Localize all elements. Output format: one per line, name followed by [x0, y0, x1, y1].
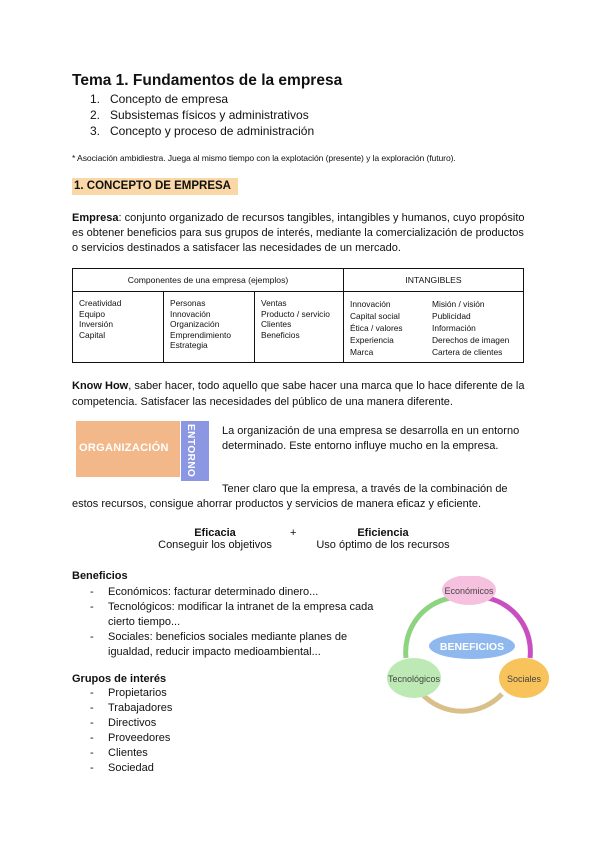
- economicos-label: Económicos: [444, 586, 494, 596]
- table-cell: Creatividad Equipo Inversión Capital: [73, 292, 164, 363]
- section-heading: 1. CONCEPTO DE EMPRESA: [72, 178, 238, 195]
- list-item: - Clientes: [90, 746, 290, 761]
- page-title: Tema 1. Fundamentos de la empresa: [72, 72, 343, 89]
- table-cell: Ventas Producto / servicio Clientes Beneficios: [255, 292, 344, 363]
- empresa-definition: Empresa: conjunto organizado de recursos tangibles, intangibles y humanos, cuyo propósito es obtener beneficios para sus grupos de interés, mediante la comercialización de productos o servicios destinados a satisfacer las necesidades de un mercado.: [72, 212, 525, 254]
- eficiencia-block: Eficiencia Uso óptimo de los recursos: [316, 527, 450, 551]
- tecnologicos-label: Tecnológicos: [387, 674, 441, 684]
- knowhow-paragraph: Know How, saber hacer, todo aquello que sabe hacer una marca que lo hace diferente de la competencia. Satisfacer las necesidades del público de una manera diferente.: [72, 380, 525, 408]
- list-item: - Directivos: [90, 716, 290, 731]
- organizacion-box: ORGANIZACIÓN: [76, 421, 180, 477]
- beneficios-cycle-diagram: [384, 576, 554, 716]
- table-of-contents: [90, 91, 314, 139]
- list-item: - Trabajadores: [90, 701, 290, 716]
- footnote: * Asociación ambidiestra. Juega al mismo tiempo con la explotación (presente) y la exploración (futuro).: [72, 153, 456, 163]
- toc-item: 1. Concepto de empresa: [90, 92, 229, 106]
- table-header-intangibles: INTANGIBLES: [344, 269, 524, 292]
- table-header-components: Componentes de una empresa (ejemplos): [73, 269, 344, 292]
- toc-item: 2. Subsistemas físicos y administrativos: [90, 108, 309, 122]
- beneficios-center-label: BENEFICIOS: [439, 641, 505, 653]
- combinacion-paragraph: Tener claro que la empresa, a través de la combinación de estos recursos, consigue ahorrar productos y servicios de manera eficaz y eficiente.: [72, 483, 508, 510]
- components-table: [72, 268, 524, 363]
- table-cell-intangibles: Innovación Capital social Ética / valores Experiencia Marca Misión / visión Publicidad Información Derechos de imagen Cartera de clientes: [344, 292, 524, 363]
- list-item: - Propietarios: [90, 686, 290, 701]
- list-item: - Proveedores: [90, 731, 290, 746]
- sociales-label: Sociales: [506, 674, 542, 684]
- grupos-heading: Grupos de interés: [72, 673, 167, 685]
- entorno-paragraph: La organización de una empresa se desarrolla en un entorno determinado. Este entorno influye mucho en la empresa.: [222, 425, 520, 452]
- plus-sign: +: [290, 527, 297, 539]
- entorno-box: ENTORNO: [181, 421, 209, 481]
- list-item: - Económicos: facturar determinado dinero...: [90, 585, 390, 600]
- eficacia-block: Eficacia Conseguir los objetivos: [158, 527, 272, 551]
- table-cell: Personas Innovación Organización Emprendimiento Estrategia: [164, 292, 255, 363]
- cycle-arc-bottom: [422, 694, 502, 711]
- list-item: - Sociales: beneficios sociales mediante planes de igualdad, reducir impacto medioambiental...: [90, 630, 390, 660]
- list-item: - Tecnológicos: modificar la intranet de la empresa cada cierto tiempo...: [90, 600, 390, 630]
- grupos-list: [90, 686, 290, 776]
- toc-item: 3. Concepto y proceso de administración: [90, 124, 315, 138]
- list-item: - Sociedad: [90, 761, 290, 776]
- beneficios-heading: Beneficios: [72, 570, 128, 582]
- beneficios-list: [90, 585, 390, 660]
